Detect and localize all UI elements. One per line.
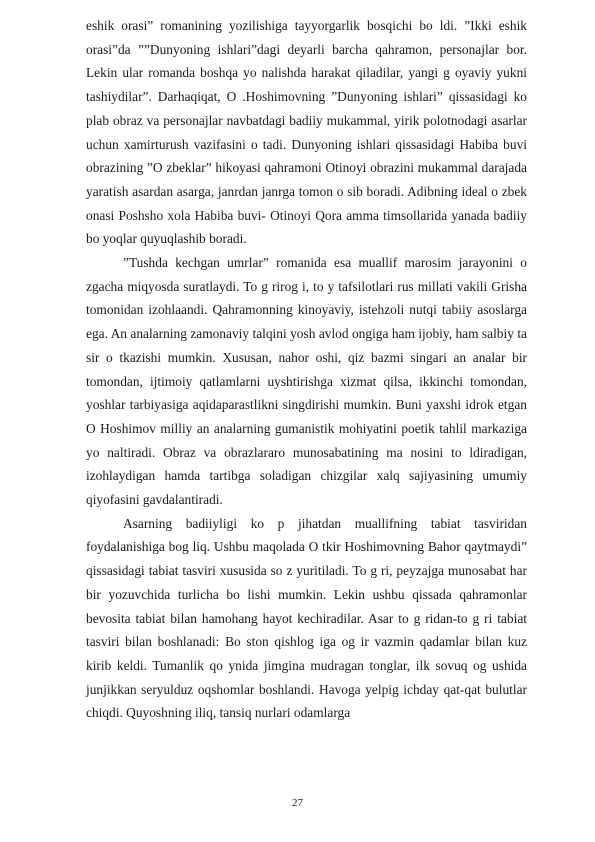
paragraph-3: Asarning badiiyligi ko p jihatdan muallifning tabiat tasviridan foydalanishiga bog liq. Ushbu maqolada O tkir Hoshimovning Bahor qaytmaydi” qissasidagi tabiat tasviri xususida so z yuritiladi. To g ri, peyzajga munosabat har bir yozuvchida turlicha bo lishi mumkin. Lekin ushbu qissada qahramonlar bevosita tabiat bilan hamohang hayot kechiradilar. Asar to g ridan-to g ri tabiat tasviri bilan boshlanadi: Bo ston qishlog iga og ir vazmin qadamlar bilan kuz kirib keldi. Tumanlik qo ynida jimgina mudragan tonglar, ilk sovuq og ushida junjikkan seryulduz oqshomlar boshlandi. Havoga yelpig ichday qat-qat bulutlar chiqdi. Quyoshning iliq, tansiq nurlari odamlarga [86,515,527,721]
paragraph-1: eshik orasi” romanining yozilishiga tayyorgarlik bosqichi bo ldi. ”Ikki eshik orasi”da ””Dunyoning ishlari”dagi deyarli barcha qahramon, personajlar bor. Lekin ular romanda boshqa yo nalishda harakat qiladilar, yangi g oyaviy yukni tashiydilar”. Darhaqiqat, O .Hoshimovning ”Dunyoning ishlari” qissasidagi ko plab obraz va personajlar navbatdagi badiiy mukammal, yirik polotnodagi asarlar uchun xamirturush vazifasini o tadi. Dunyoning ishlari qissasidagi Habiba buvi obrazining ”O zbeklar” hikoyasi qahramoni Otinoyi obrazini mukammal darajada yaratish asardan asarga, janrdan janrga tomon o sib boradi. Adibning ideal o zbek onasi Poshsho xola Habiba buvi- Otinoyi Qora amma timsollarida yanada badiiy bo yoqlar quyuqlashib boradi. [86,18,527,247]
page-number: 27 [292,797,303,809]
paragraph-2: ”Tushda kechgan umrlar” romanida esa muallif marosim jarayonini o zgacha miqyosda suratlaydi. To g rirog i, to y tafsilotlari rus millati vakili Grisha tomonidan izohlaandi. Qahramonning kinoyaviy, istehzoli nutqi tabiiy asoslarga ega. An analarning zamonaviy talqini yosh avlod ongiga ham ijobiy, ham salbiy ta sir o tkazishi mumkin. Xususan, nahor oshi, qiz bazmi singari an analar bir tomondan, ijtimoiy qatlamlarni uyshtirishga xizmat qilsa, ikkinchi tomondan, yoshlar tarbiyasiga aqidaparastlikni singdirishi mumkin. Buni yaxshi idrok etgan O Hoshimov milliy an analarning gumanistik mohiyatini poetik tahlil markaziga yo naltiradi. Obraz va obrazlararo munosabatining ma nosini to ldiradigan, izohlaydigan hamda tartibga soladigan chizgilar xalq sajiyasining umumiy qiyofasini gavdalantiradi. [86,255,527,508]
document-body [86,14,527,725]
